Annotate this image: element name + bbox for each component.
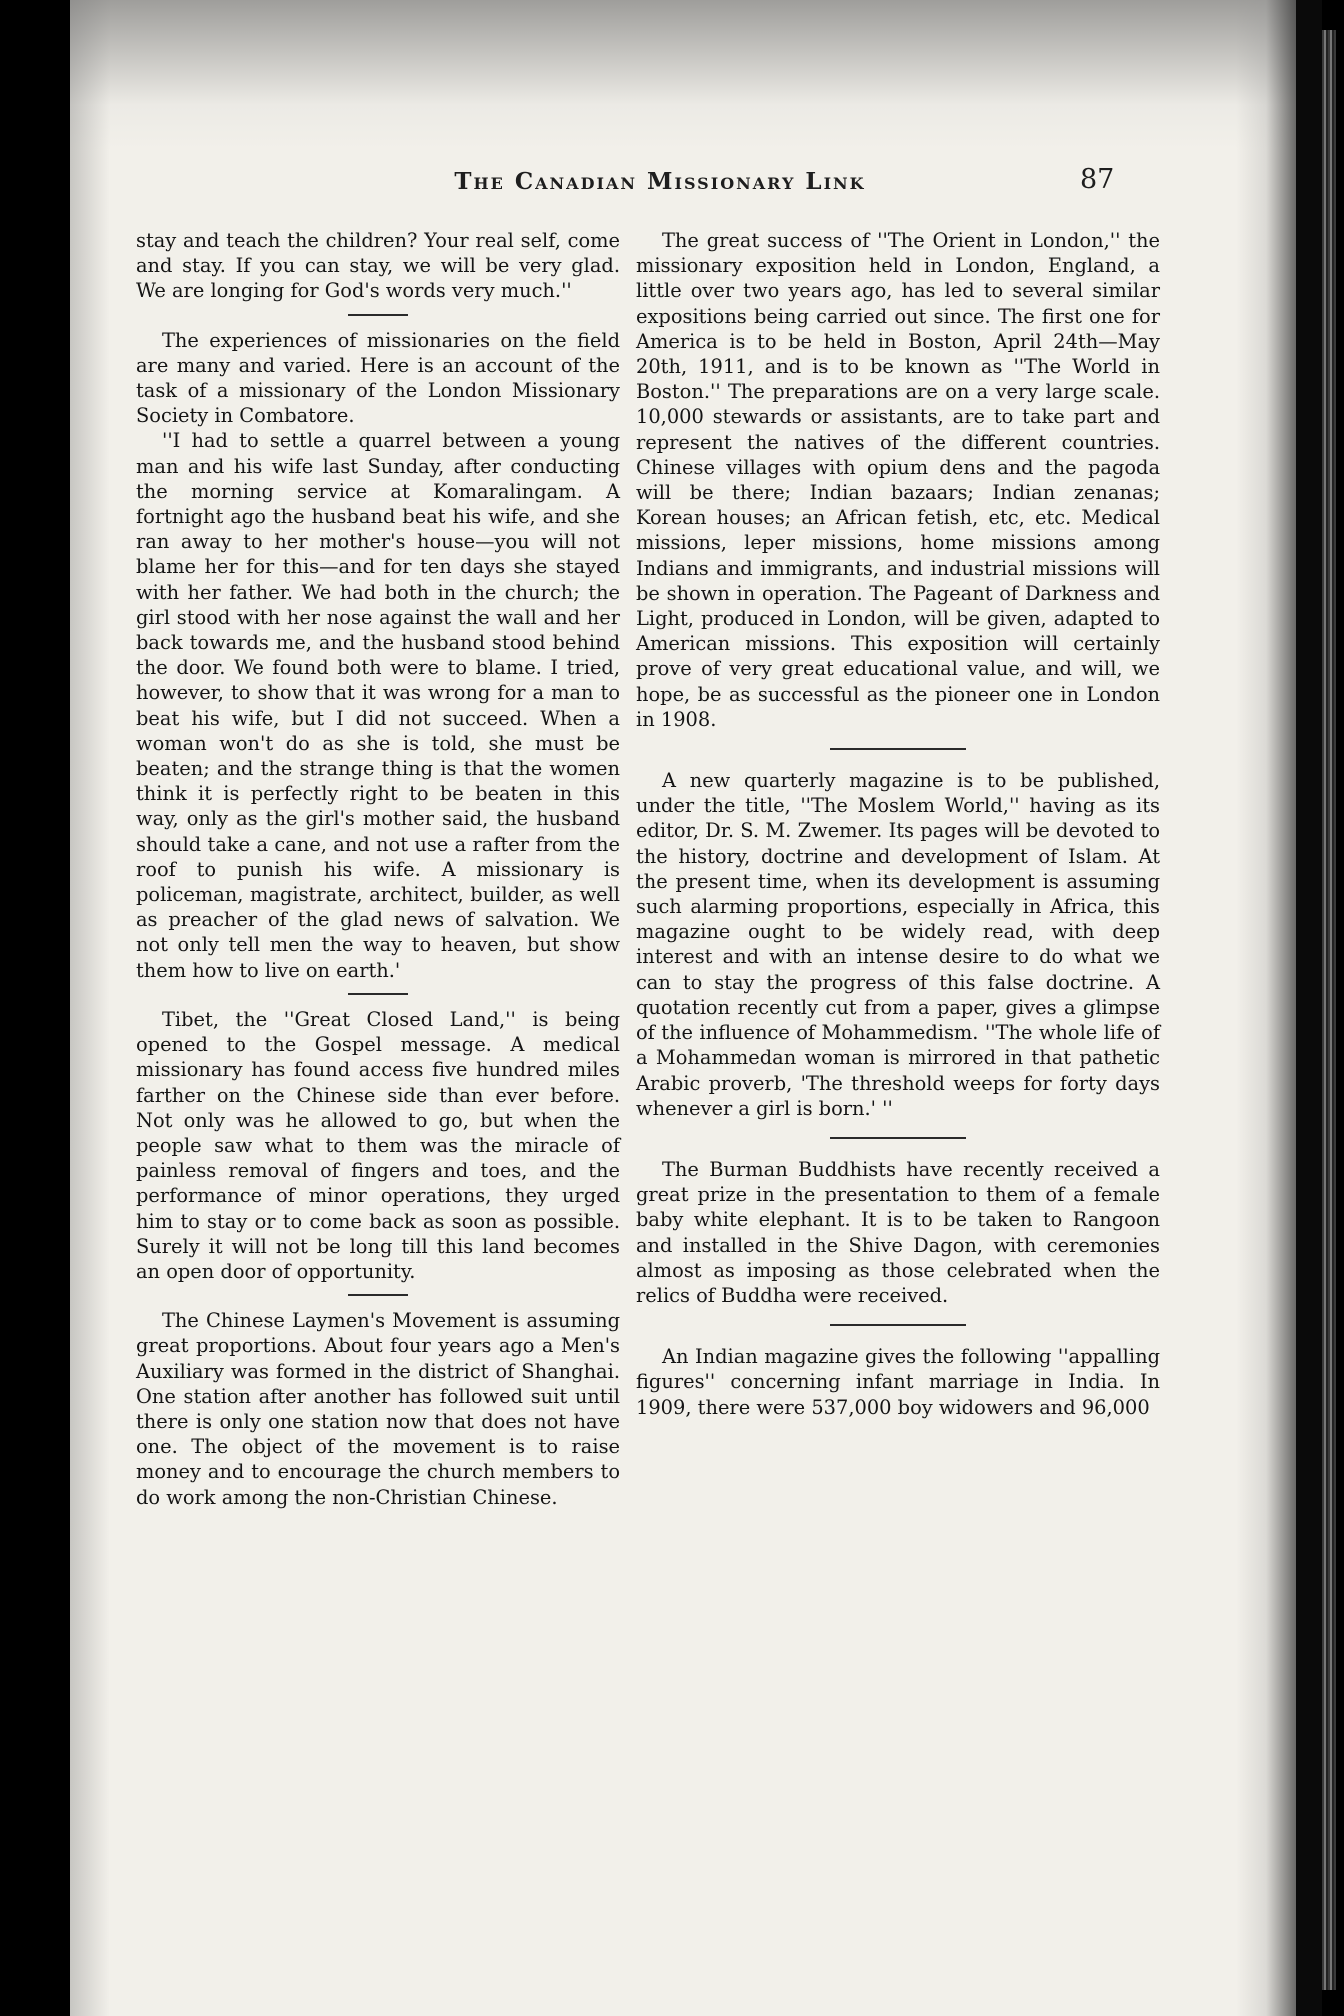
paragraph: Tibet, the ''Great Closed Land,'' is being opened to the Gospel message. A medical missionary has found access five hundred miles farther on the Chinese side than ever before. Not only was he allowed to go, but when the people saw what to them was the miracle of painless removal of fingers and toes, and the performance of minor operations, they urged him to stay or to come back as soon as possible. Surely it will not be long till this land becomes an open door of opportunity. — [136, 1007, 620, 1283]
paragraph: ''I had to settle a quarrel between a young man and his wife last Sunday, after conducting the morning service at Komaralingam. A fortnight ago the husband beat his wife, and she ran away to her mother's house—you will not blame her for this—and for ten days she stayed with her father. We had both in the church; the girl stood with her nose against the wall and her back towards me, and the husband stood behind the door. We found both were to blame. I tried, however, to show that it was wrong for a man to beat his wife, but I did not succeed. When a woman won't do as she is told, she must be beaten; and the strange thing is that the women think it is perfectly right to be beaten in this way, only as the girl's mother said, the husband should take a cane, and not use a rafter from the roof to punish his wife. A missionary is policeman, magistrate, architect, builder, as well as preacher of the glad news of salvation. We not only tell men the way to heaven, but show them how to live on earth.' — [136, 429, 620, 982]
running-title: The Canadian Missionary Link — [454, 168, 866, 195]
book-binding-edge — [1322, 30, 1336, 1990]
section-divider — [348, 993, 408, 995]
paragraph: stay and teach the children? Your real self, come and stay. If you can stay, we will be very glad. We are longing for God's words very much.'' — [136, 229, 620, 303]
left-column — [136, 228, 620, 1510]
page-shadow-right — [1236, 0, 1296, 2016]
paragraph: The great success of ''The Orient in London,'' the missionary exposition held in London, England, a little over two years ago, has led to several similar expositions being carried out since. The first one for America is to be held in Boston, April 24th—May 20th, 1911, and is to be known as ''The World in Boston.'' The preparations are on a very large scale. 10,000 stewards or assistants, are to take part and represent the natives of the different countries. Chinese villages with opium dens and the pagoda will be there; Indian bazaars; Indian zenanas; Korean houses; an African fetish, etc, etc. Medical missions, leper missions, home missions among Indians and immigrants, and industrial missions will be shown in operation. The Pageant of Darkness and Light, produced in London, will be given, adapted to American missions. This exposition will certainly prove of very great educational value, and will, we hope, be as successful as the pioneer one in London in 1908. — [636, 229, 1160, 731]
scan-border-left — [0, 0, 70, 2016]
section-divider — [830, 748, 966, 750]
paragraph: The experiences of missionaries on the field are many and varied. Here is an account of the task of a missionary of the London Missionary Society in Combatore. — [136, 328, 620, 428]
section-divider — [830, 1137, 966, 1139]
magazine-page — [70, 0, 1296, 2016]
page-shadow-left — [70, 0, 110, 2016]
section-divider — [348, 314, 408, 316]
paragraph: An Indian magazine gives the following ''appalling figures'' concerning infant marriage in India. In 1909, there were 537,000 boy widowers and 96,000 — [636, 1345, 1160, 1419]
section-divider — [348, 1294, 408, 1296]
page-shadow-top — [70, 0, 1296, 150]
section-divider — [830, 1324, 966, 1326]
right-column — [636, 228, 1160, 1420]
paragraph: The Chinese Laymen's Movement is assuming great proportions. About four years ago a Men's Auxiliary was formed in the district of Shanghai. One station after another has followed suit until there is only one station now that does not have one. The object of the movement is to raise money and to encourage the church members to do work among the non-Christian Chinese. — [136, 1309, 620, 1509]
paragraph: A new quarterly magazine is to be published, under the title, ''The Moslem World,'' having as its editor, Dr. S. M. Zwemer. Its pages will be devoted to the history, doctrine and development of Islam. At the present time, when its development is assuming such alarming proportions, especially in Africa, this magazine ought to be widely read, with deep interest and with an intense desire to do what we can to stay the progress of this false doctrine. A quotation recently cut from a paper, gives a glimpse of the influence of Mohammedism. ''The whole life of a Mohammedan woman is mirrored in that pathetic Arabic proverb, 'The threshold weeps for forty days whenever a girl is born.' '' — [636, 769, 1160, 1120]
paragraph: The Burman Buddhists have recently received a great prize in the presentation to them of a female baby white elephant. It is to be taken to Rangoon and installed in the Shive Dagon, with ceremonies almost as imposing as those celebrated when the relics of Buddha were received. — [636, 1157, 1160, 1307]
page-number: 87 — [1080, 164, 1115, 195]
